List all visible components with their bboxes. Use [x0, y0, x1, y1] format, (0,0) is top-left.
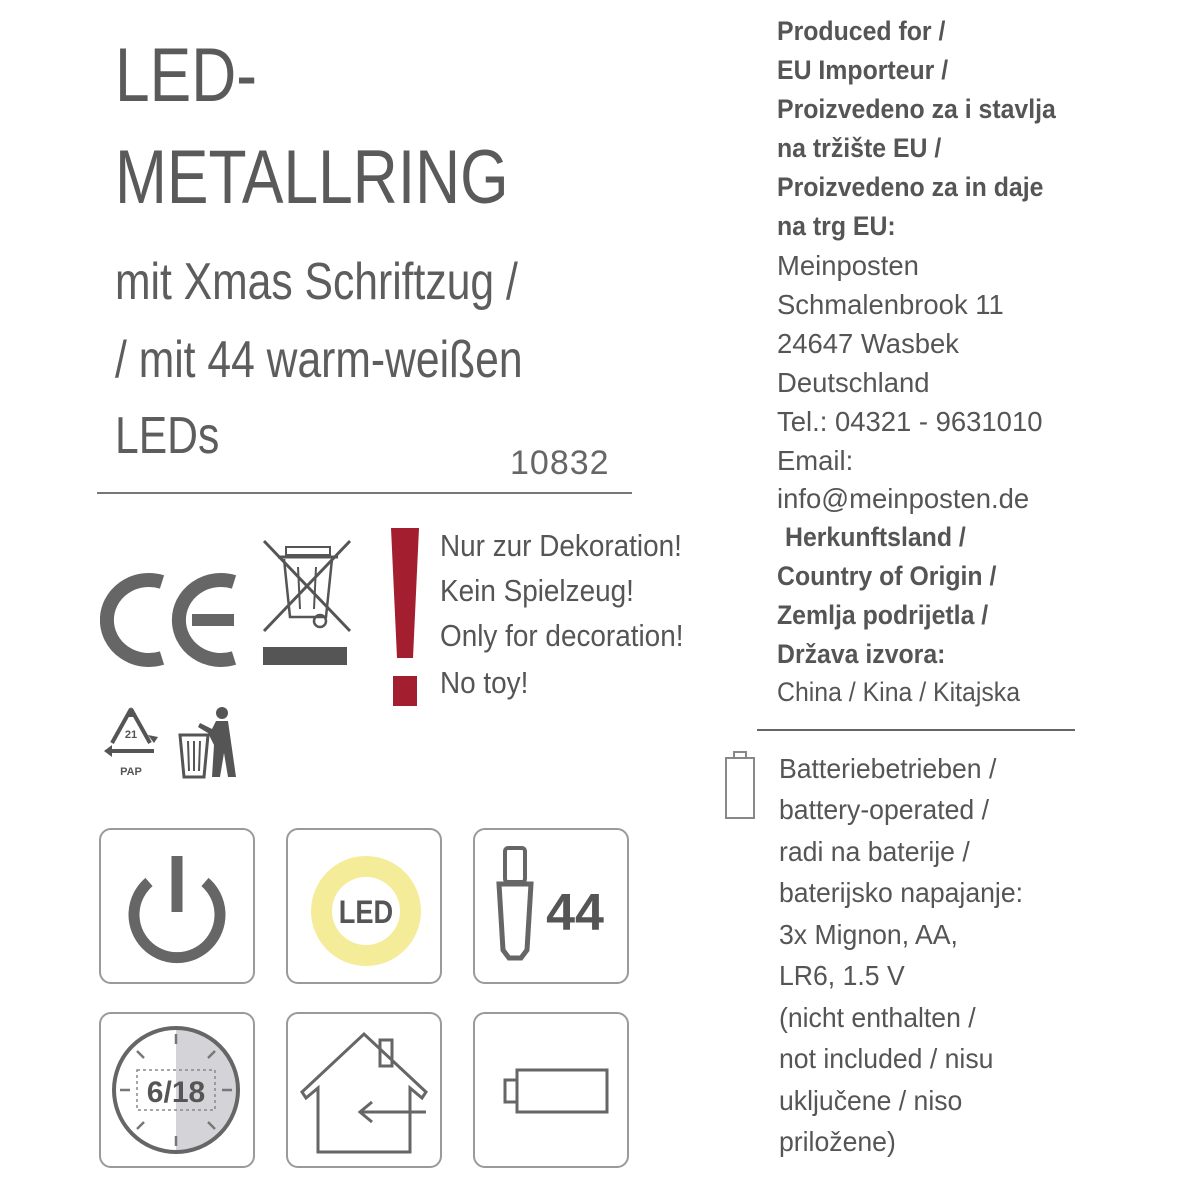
battery-line-7: (nicht enthalten / — [779, 1002, 976, 1033]
weee-crossed-bin-icon — [258, 535, 358, 675]
producer-heading-3: Proizvedeno za i stavlja — [777, 94, 1056, 124]
producer-heading-1: Produced for / — [777, 16, 946, 46]
battery-line-6: LR6, 1.5 V — [779, 960, 905, 991]
power-icon — [101, 830, 252, 981]
timer-label: 6/18 — [146, 1076, 206, 1109]
producer-heading-2: EU Importeur / — [777, 55, 949, 85]
battery-line-9: uključene / niso — [779, 1085, 963, 1116]
producer-email-label: Email: — [777, 445, 854, 476]
indoor-icon — [288, 1014, 439, 1165]
warning-line-4: No toy! — [440, 665, 529, 700]
divider — [97, 492, 632, 494]
bulb-count-tile — [473, 828, 629, 984]
subtitle-line1: mit Xmas Schriftzug / — [115, 253, 518, 311]
tidyman-icon — [178, 705, 240, 785]
led-count: 44 — [546, 884, 604, 942]
battery-cell-icon — [723, 750, 757, 827]
led-label: LED — [338, 894, 394, 931]
warning-line-3: Only for decoration! — [440, 618, 684, 653]
producer-street: Schmalenbrook 11 — [777, 289, 1004, 320]
recycle-pap-icon — [100, 705, 162, 785]
producer-phone: Tel.: 04321 - 9631010 — [777, 406, 1043, 437]
battery-line-2: battery-operated / — [779, 794, 989, 825]
subtitle-line2: / mit 44 warm-weißen — [115, 331, 523, 389]
producer-city: 24647 Wasbek — [777, 328, 960, 359]
warning-line-2: Kein Spielzeug! — [440, 573, 634, 608]
led-tile — [286, 828, 442, 984]
battery-line-4: baterijsko napajanje: — [779, 877, 1024, 908]
recycle-code: 21 — [124, 729, 138, 741]
battery-icon — [475, 1014, 626, 1165]
origin-heading-1: Herkunftsland / — [785, 522, 966, 552]
article-number: 10832 — [510, 444, 610, 482]
battery-line-5: 3x Mignon, AA, — [779, 919, 958, 950]
led-icon — [288, 830, 439, 981]
origin-heading-3: Zemlja podrijetla / — [777, 600, 989, 630]
power-tile — [99, 828, 255, 984]
divider — [757, 729, 1075, 731]
product-title-line1: LED- — [115, 33, 257, 118]
product-title-line2: METALLRING — [115, 135, 509, 220]
subtitle-line3: LEDs — [115, 407, 220, 465]
timer-tile — [99, 1012, 255, 1168]
battery-line-3: radi na baterije / — [779, 836, 970, 867]
origin-heading-4: Država izvora: — [777, 639, 946, 669]
battery-line-8: not included / nisu — [779, 1043, 994, 1074]
producer-heading-5: Proizvedeno za in daje — [777, 172, 1044, 202]
battery-tile — [473, 1012, 629, 1168]
indoor-tile — [286, 1012, 442, 1168]
battery-line-10: priložene) — [779, 1126, 896, 1157]
origin-value: China / Kina / Kitajska — [777, 677, 1021, 707]
warning-line-1: Nur zur Dekoration! — [440, 528, 682, 563]
ce-mark-icon — [100, 570, 245, 675]
producer-email: info@meinposten.de — [777, 483, 1030, 514]
battery-line-1: Batteriebetrieben / — [779, 753, 997, 784]
timer-icon — [101, 1014, 252, 1165]
producer-heading-6: na trg EU: — [777, 211, 896, 241]
producer-name: Meinposten — [777, 250, 919, 281]
recycle-material: PAP — [120, 766, 142, 778]
producer-country: Deutschland — [777, 367, 930, 398]
producer-heading-4: na tržište EU / — [777, 133, 942, 163]
origin-heading-2: Country of Origin / — [777, 561, 997, 591]
bulb-count-icon — [475, 830, 626, 981]
exclamation-icon — [385, 528, 425, 715]
